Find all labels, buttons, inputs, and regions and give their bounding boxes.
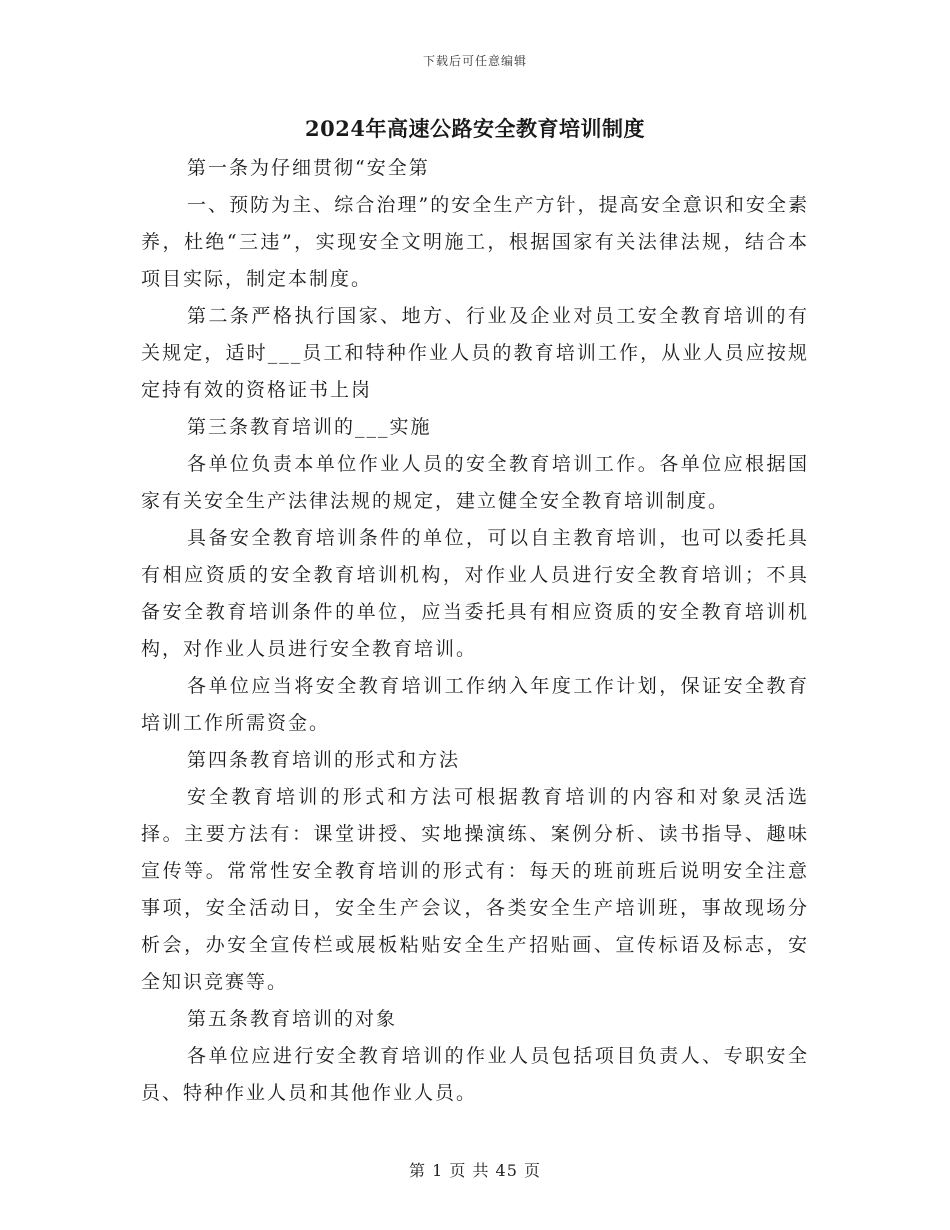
article-4-body: 安全教育培训的形式和方法可根据教育培训的内容和对象灵活选择。主要方法有：课堂讲授、实地操演练、案例分析、读书指导、趣味宣传等。常常性安全教育培训的形式有：每天的班前班后说明安全注意事项，安全活动日，安全生产会议，各类安全生产培训班，事故现场分析会，办安全宣传栏或展板粘贴安全生产招贴画、宣传标语及标志，安全知识竞赛等。	[141, 786, 809, 993]
page-number-indicator: 第 1 页 共 45 页	[409, 1161, 541, 1180]
article-1-body: 一、预防为主、综合治理”的安全生产方针，提高安全意识和安全素养，杜绝“三违”，实现安全文明施工，根据国家有关法律法规，结合本项目实际，制定本制度。	[141, 194, 809, 290]
article-5-heading: 第五条教育培训的对象	[187, 1008, 398, 1030]
document-title: 2024年高速公路安全教育培训制度	[305, 116, 645, 141]
article-3-heading: 第三条教育培训的___实施	[187, 416, 432, 438]
article-3-body-responsibility: 各单位负责本单位作业人员的安全教育培训工作。各单位应根据国家有关安全生产法律法规的规定，建立健全安全教育培训制度。	[141, 453, 809, 512]
page-header-note: 下载后可任意编辑	[422, 54, 527, 68]
article-1-heading: 第一条为仔细贯彻“安全第	[187, 157, 430, 179]
article-3-body-conditions: 具备安全教育培训条件的单位，可以自主教育培训，也可以委托具有相应资质的安全教育培训机构，对作业人员进行安全教育培训；不具备安全教育培训条件的单位，应当委托具有相应资质的安全教育培训机构，对作业人员进行安全教育培训。	[141, 527, 809, 660]
article-5-body: 各单位应进行安全教育培训的作业人员包括项目负责人、专职安全员、特种作业人员和其他作业人员。	[141, 1045, 809, 1104]
article-3-body-funding: 各单位应当将安全教育培训工作纳入年度工作计划，保证安全教育培训工作所需资金。	[141, 675, 809, 734]
document-body	[141, 150, 809, 1112]
article-4-heading: 第四条教育培训的形式和方法	[187, 749, 461, 771]
article-2-body: 第二条严格执行国家、地方、行业及企业对员工安全教育培训的有关规定，适时___员工和特种作业人员的教育培训工作，从业人员应按规定持有效的资格证书上岗	[141, 305, 809, 401]
